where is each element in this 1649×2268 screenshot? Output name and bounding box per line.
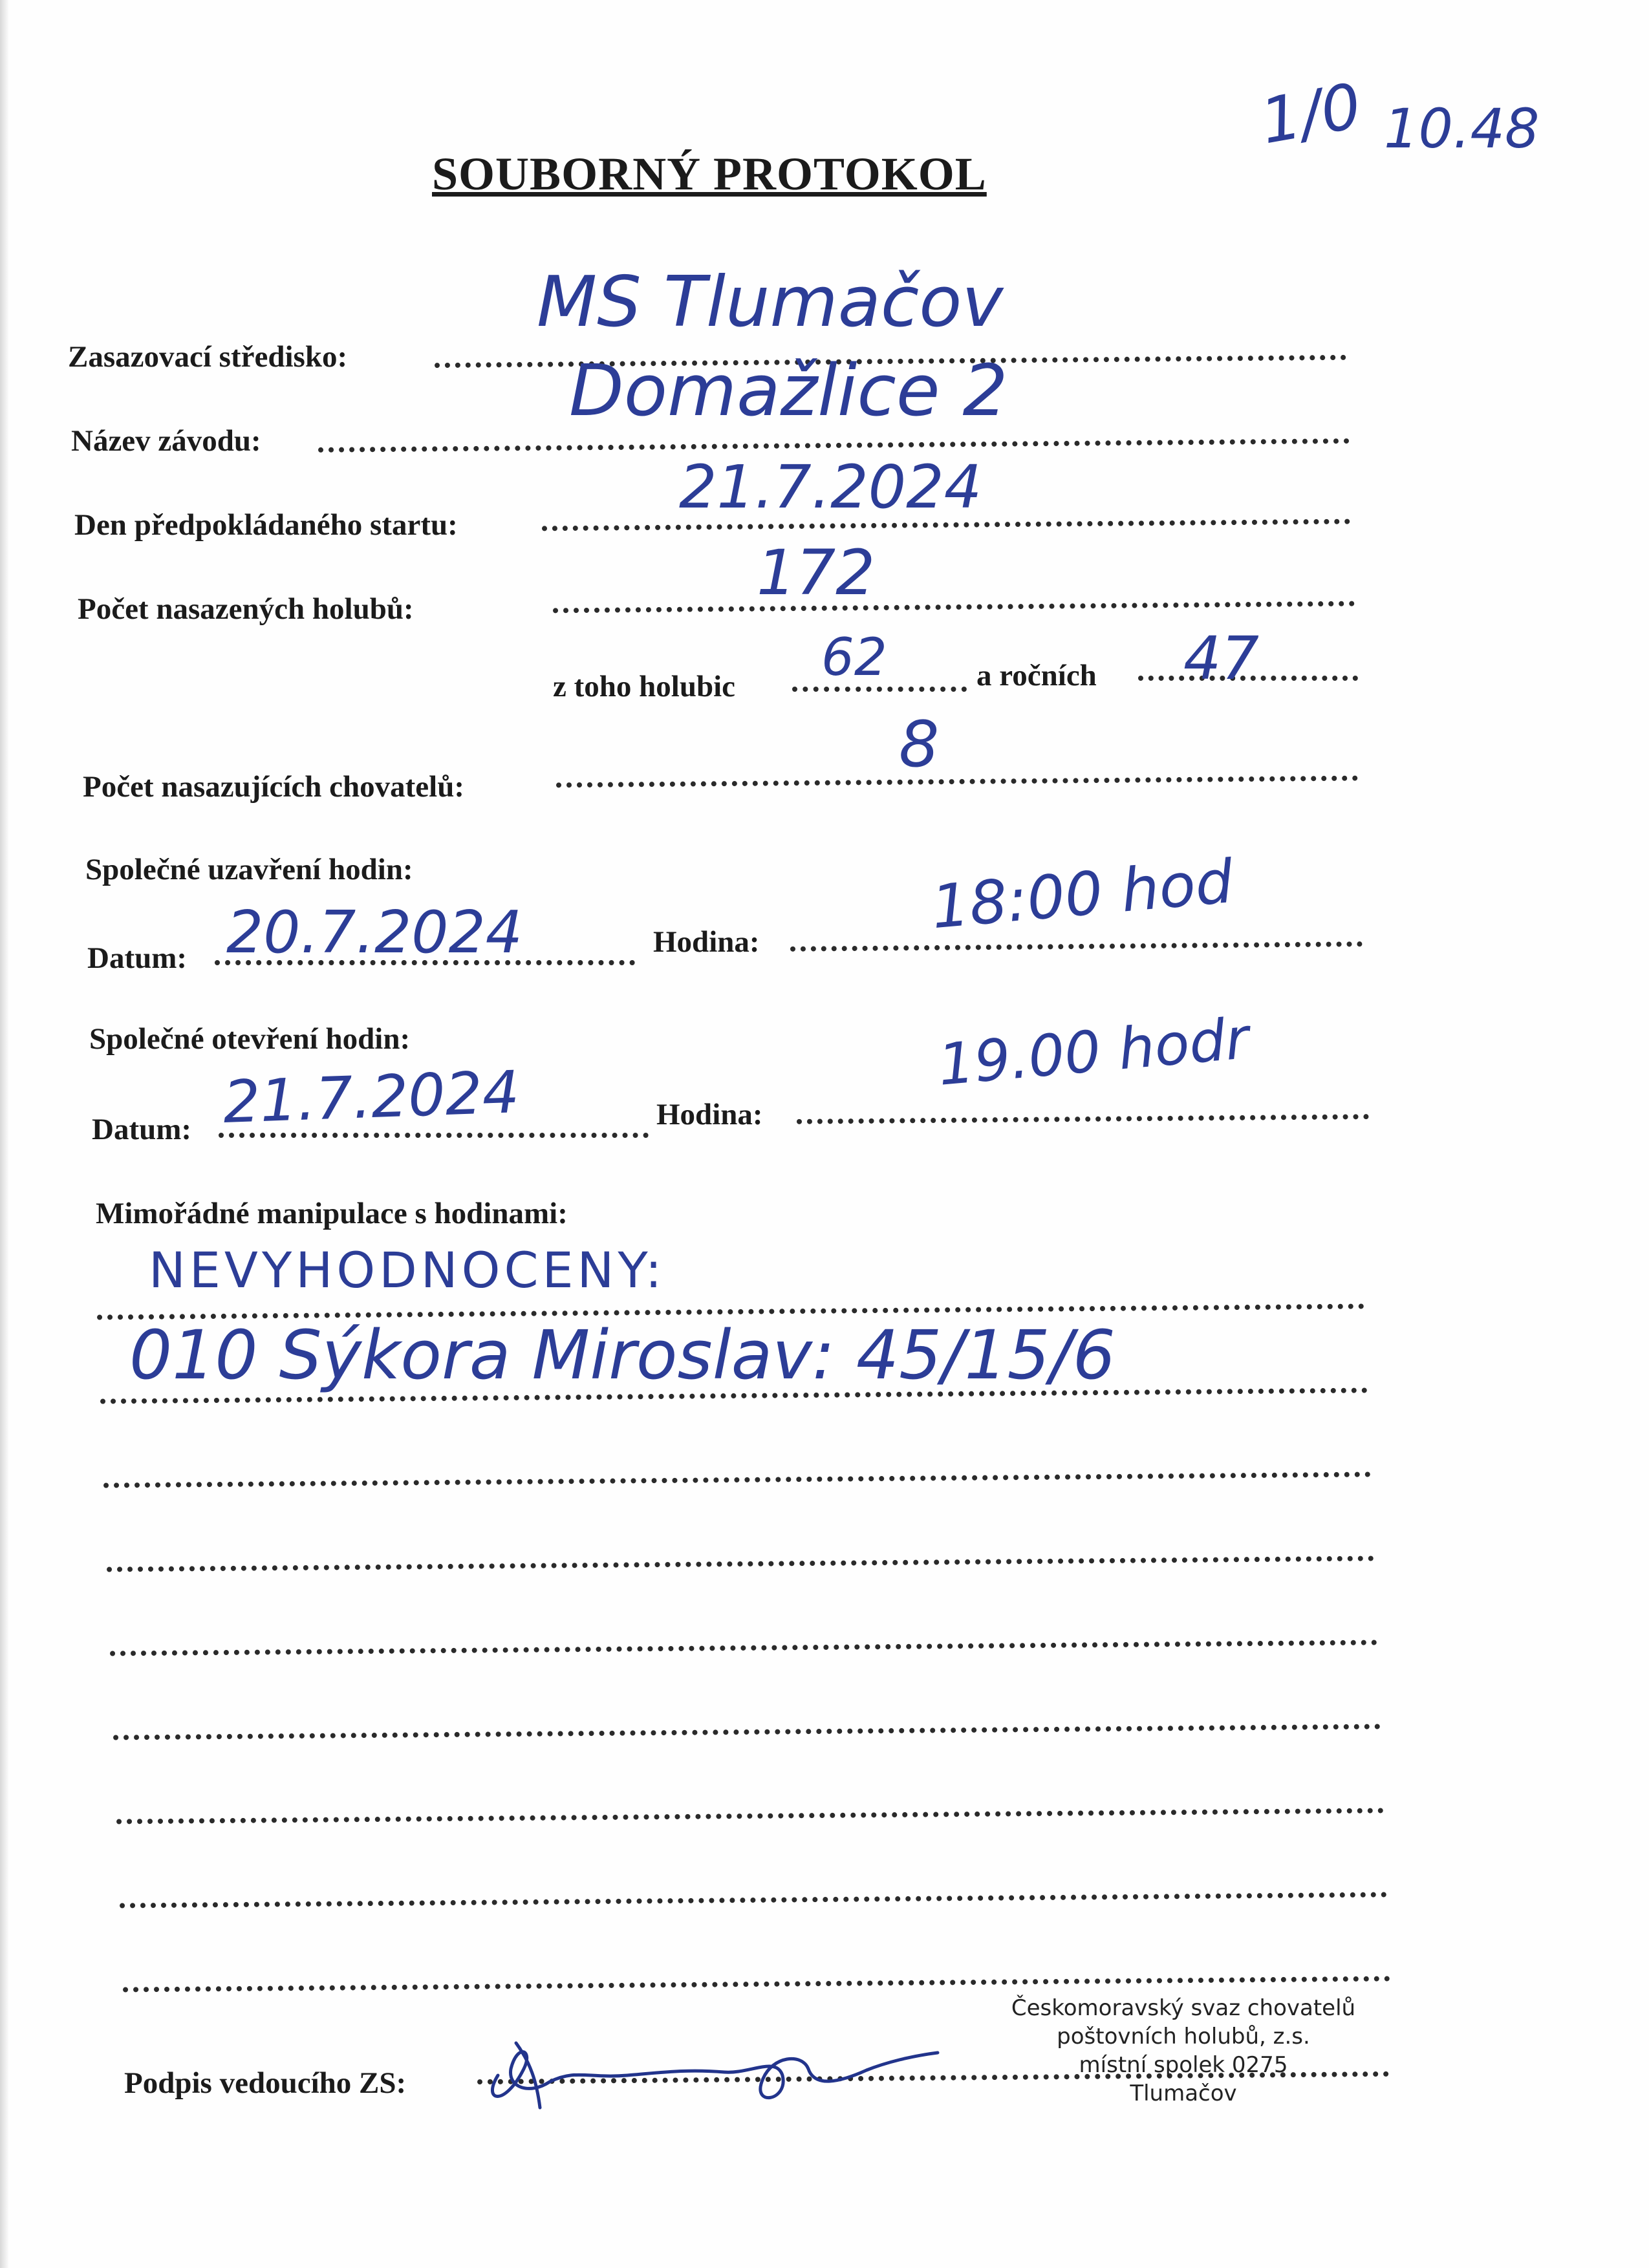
label-rocnich: a ročních [976,659,1097,692]
value-pocet-chovatelu: 8 [899,708,940,782]
value-otevreni-datum: 21.7.2024 [222,1058,521,1137]
corner-fraction: 1/0 [1255,69,1367,158]
corner-number: 10.48 [1384,97,1540,160]
dotted-line [110,1640,1377,1656]
dotted-line [103,1471,1371,1488]
scan-edge [0,0,9,2268]
dotted-line [797,1114,1369,1124]
label-nazev-zavodu: Název závodu: [71,424,261,458]
value-otevreni-hodina: 19.00 hodr [935,1005,1252,1098]
label-podpis: Podpis vedoucího ZS: [124,2066,407,2100]
dotted-line [107,1556,1374,1572]
dotted-line [792,687,967,692]
label-uzavreni-hodina: Hodina: [653,925,760,959]
value-den-startu: 21.7.2024 [679,453,982,522]
label-otevreni-hodina: Hodina: [656,1098,763,1131]
dotted-line [790,941,1363,952]
stamp-line: Českomoravský svaz chovatelů [1011,1995,1356,2021]
value-rocnich: 47 [1183,624,1260,693]
signature [479,2030,944,2121]
label-zasazovaci-stredisko: Zasazovací středisko: [68,340,348,374]
manipulace-line-1: NEVYHODNOCENY: [149,1241,666,1299]
heading-manipulace: Mimořádné manipulace s hodinami: [96,1197,568,1230]
dotted-line [318,438,1350,453]
value-uzavreni-hodina: 18:00 hod [929,846,1236,943]
dotted-line [116,1808,1384,1824]
value-nazev-zavodu: Domažlice 2 [569,349,1008,432]
dotted-line [120,1892,1387,1908]
stamp-line: místní spolek 0275 [1079,2052,1288,2078]
dotted-line [113,1724,1381,1740]
label-holubice: z toho holubic [553,670,736,703]
label-den-startu: Den předpokládaného startu: [74,508,458,542]
stamp-line: poštovních holubů, z.s. [1057,2024,1310,2049]
manipulace-line-2: 010 Sýkora Miroslav: 45/15/6 [129,1316,1116,1395]
page-title: SOUBORNÝ PROTOKOL [432,148,987,200]
dotted-line [553,601,1355,614]
label-uzavreni-datum: Datum: [87,941,188,975]
stamp-line: Tlumačov [1130,2081,1237,2106]
dotted-line [556,776,1358,788]
value-holubice: 62 [821,627,887,687]
dotted-line [123,1976,1390,1992]
label-pocet-holubu: Počet nasazených holubů: [78,592,414,626]
value-pocet-holubu: 172 [757,537,876,609]
value-uzavreni-datum: 20.7.2024 [226,899,523,967]
heading-otevreni: Společné otevření hodin: [89,1022,411,1056]
label-pocet-chovatelu: Počet nasazujících chovatelů: [83,770,465,804]
label-otevreni-datum: Datum: [92,1113,192,1146]
heading-uzavreni: Společné uzavření hodin: [85,853,413,886]
organization-stamp [1009,1994,1358,2108]
value-zasazovaci-stredisko: MS Tlumačov [537,262,1004,343]
